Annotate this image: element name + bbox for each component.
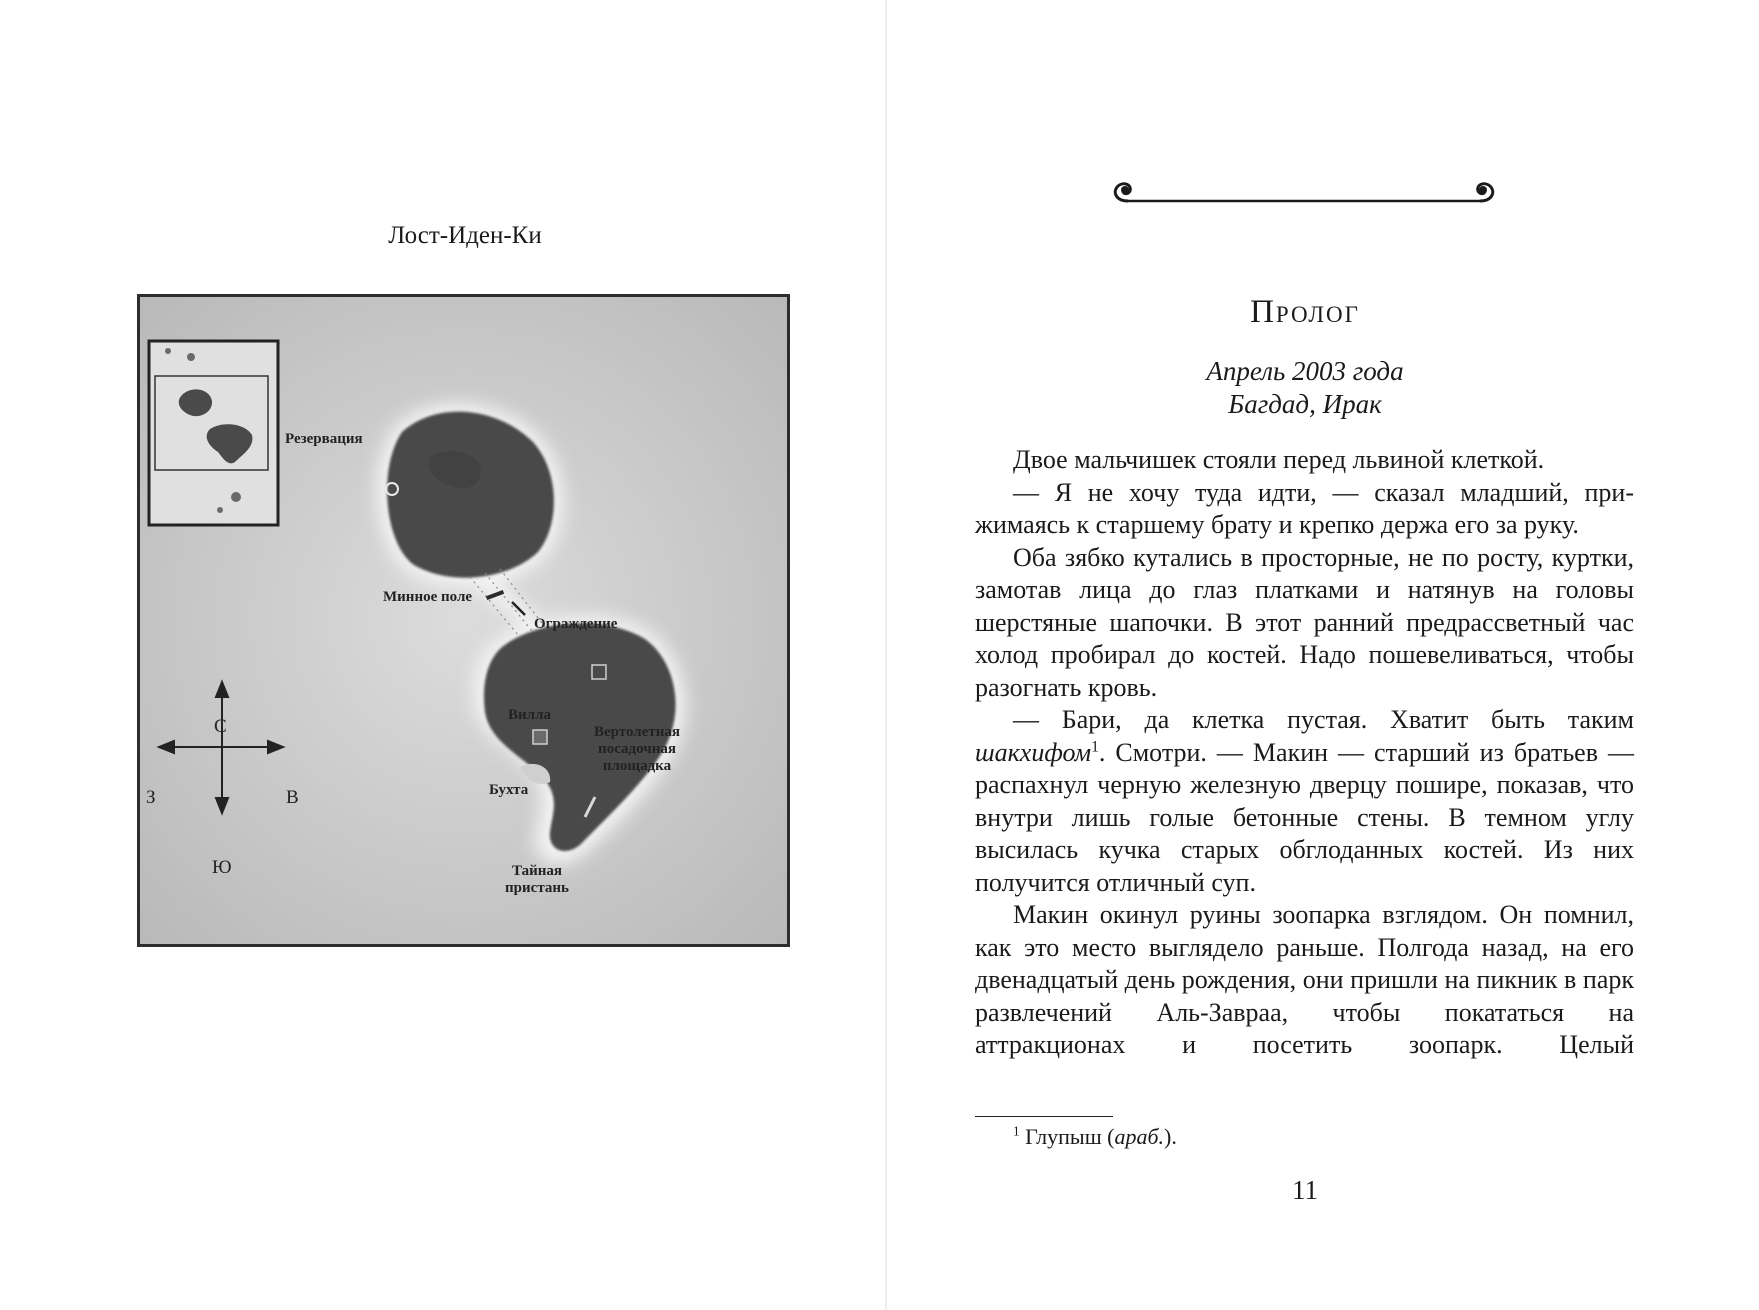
map-label-helipad-line2: посадочная: [598, 741, 676, 757]
map-label-helipad: [585, 724, 689, 775]
paragraph-4-italic-word: шакхифом: [975, 737, 1092, 767]
map-title: Лост-Иден-Ки: [388, 222, 542, 249]
map-label-helipad-line3: площадка: [602, 758, 672, 774]
paragraph-2: — Я не хочу туда идти, — сказал младший, прижимаясь к старшему брату и крепко держа его за руку.: [975, 477, 1634, 539]
island-map: [137, 294, 790, 947]
footnote-text-start: Глупыш (: [1019, 1124, 1115, 1149]
map-label-helipad-line1: Вертолетная: [594, 724, 680, 740]
map-label-pier: [494, 863, 580, 897]
map-graphic: [140, 297, 787, 944]
body-text: [975, 444, 1634, 1062]
map-label-villa: Вилла: [508, 707, 551, 723]
paragraph-3: Оба зябко кутались в просторные, не по росту, куртки, замотав лица до глаз платками и натянув на головы шерстяные шапочки. В этот ранний предрассветный час холод пробирал до костей. Надо пошевеливаться, чтобы разогнать кровь.: [975, 542, 1634, 702]
compass-south: Ю: [212, 857, 232, 878]
compass-north: С: [214, 716, 227, 737]
paragraph-4-start: — Бари, да клетка пустая. Хватит быть таким: [1013, 705, 1634, 734]
footnote-divider: [975, 1116, 1113, 1117]
footnote-text-end: ).: [1164, 1124, 1177, 1149]
compass-east: В: [286, 787, 299, 808]
map-label-fence: Ограждение: [534, 616, 618, 632]
paragraph-1: Двое мальчишек стояли перед львиной клеткой.: [1013, 445, 1545, 474]
chapter-ornament: [1108, 172, 1500, 212]
footnote-text-italic: араб.: [1114, 1124, 1165, 1149]
footnote-reference: 1: [1091, 737, 1099, 755]
page-number: 11: [1292, 1175, 1318, 1205]
chapter-place: Багдад, Ирак: [1228, 389, 1382, 419]
footnote-mark: 1: [1013, 1123, 1020, 1139]
map-label-minefield: Минное поле: [383, 589, 473, 605]
map-label-pier-line2: пристань: [505, 880, 569, 896]
paragraph-4: [975, 704, 1634, 899]
map-label-pier-line1: Тайная: [511, 863, 563, 879]
map-label-reservation: Резервация: [285, 431, 363, 447]
chapter-title: Пролог: [1250, 294, 1360, 330]
chapter-date: Апрель 2003 года: [1206, 356, 1404, 386]
compass-west: З: [146, 787, 156, 808]
footnote: [1013, 1124, 1177, 1150]
paragraph-5: Макин окинул руины зоопарка взглядом. Он помнил, как это место выглядело раньше. Полгода назад, на его двенадцатый день рождения, они пришли на пикник в парк развлечений Аль-Завраа, чтобы покататься на аттракционах и посетить зоопарк. Целый: [975, 900, 1634, 1059]
page-gutter: [885, 0, 887, 1310]
paragraph-4-end: . Смотри. — Макин — старший из братьев — распахнул черную железную дверцу пошире, показав, что внутри лишь голые бетонные стены. В темном углу высилась кучка старых обглоданных костей. Из них получится отличный суп.: [975, 737, 1634, 897]
map-label-bay: Бухта: [489, 782, 529, 798]
